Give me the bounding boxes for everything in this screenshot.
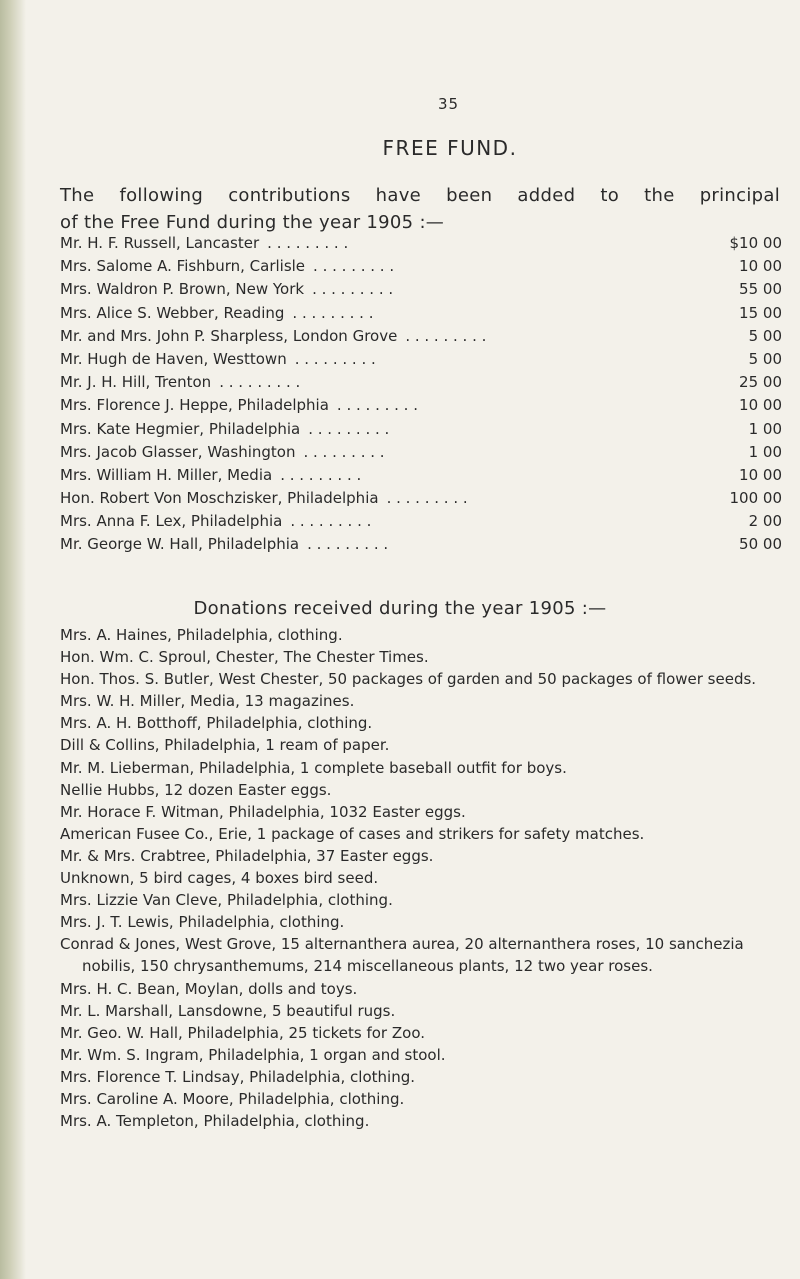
contribution-amount: 1 00 [748,442,782,461]
leader-dots: . . . . . . . . . [292,303,374,322]
donation-entry: Conrad & Jones, West Grove, 15 alternanthera aurea, 20 alternanthera roses, 10 sanchezia nobilis, 150 chrysanthemums, 214 miscellaneous plants, 12 two year roses. [60,935,744,976]
leader-dots: . . . . . . . . . [405,326,487,345]
donation-entry: Mr. Horace F. Witman, Philadelphia, 1032 Easter eggs. [60,802,466,821]
contributor-name: Mrs. Alice S. Webber, Reading [60,303,285,322]
intro-paragraph [60,182,780,236]
leader-dots: . . . . . . . . . [280,465,362,484]
leader-dots: . . . . . . . . . [308,419,390,438]
contributor-name: Mr. H. F. Russell, Lancaster [60,234,260,252]
contributor-name: Mr. George W. Hall, Philadelphia [60,535,300,554]
leader-dots: . . . . . . . . . [313,257,395,276]
contribution-row [60,535,782,558]
contribution-row [60,489,782,512]
contribution-row [60,466,782,489]
contribution-row [60,280,782,303]
donation-entry: Hon. Wm. C. Sproul, Chester, The Chester Times. [60,648,429,667]
donation-entry: American Fusee Co., Erie, 1 package of cases and strikers for safety matches. [60,824,645,843]
leader-dots: . . . . . . . . . [290,512,372,531]
leader-dots: . . . . . . . . . [307,535,389,554]
contributor-name: Mr. and Mrs. John P. Sharpless, London Grove [60,326,398,345]
leader-dots: . . . . . . . . . [386,489,468,508]
donation-entry: Mrs. W. H. Miller, Media, 13 magazines. [60,692,355,711]
contribution-amount: 1 00 [748,419,782,438]
donation-entry: Mr. Geo. W. Hall, Philadelphia, 25 tickets for Zoo. [60,1023,426,1042]
contribution-amount: 2 00 [748,512,782,531]
donation-entry: Mrs. Florence T. Lindsay, Philadelphia, clothing. [60,1067,416,1086]
intro-line-1: The following contributions have been added to the principal [60,185,780,206]
intro-line-2: of the Free Fund during the year 1905 :— [60,212,445,233]
donation-entry: Dill & Collins, Philadelphia, 1 ream of paper. [60,736,390,755]
contribution-amount: 55 00 [739,280,782,299]
book-spine-edge [0,0,26,1279]
contribution-row [60,350,782,373]
contributions-list [60,234,782,559]
donation-entry: Mrs. Lizzie Van Cleve, Philadelphia, clothing. [60,891,393,910]
contributor-name: Mrs. Waldron P. Brown, New York [60,280,305,299]
contributor-name: Mrs. William H. Miller, Media [60,465,273,484]
donation-entry: Mrs. J. T. Lewis, Philadelphia, clothing. [60,913,345,932]
contribution-row [60,373,782,396]
contribution-amount: 10 00 [739,465,782,484]
contribution-amount: 25 00 [739,373,782,392]
contributor-name: Mrs. Florence J. Heppe, Philadelphia [60,396,329,415]
donations-heading: Donations received during the year 1905 :— [193,598,607,619]
contribution-row [60,257,782,280]
contribution-row [60,420,782,443]
donation-entry: Mr. M. Lieberman, Philadelphia, 1 complete baseball outfit for boys. [60,758,567,777]
donation-entry: Hon. Thos. S. Butler, West Chester, 50 packages of garden and 50 packages of flower seeds. [60,670,757,689]
contribution-amount: 5 00 [748,326,782,345]
contribution-amount: $10 00 [729,234,782,252]
page-title: FREE FUND. [382,136,518,160]
contributor-name: Mrs. Jacob Glasser, Washington [60,442,296,461]
contribution-amount: 10 00 [739,257,782,276]
leader-dots: . . . . . . . . . [303,442,385,461]
contributor-name: Mrs. Anna F. Lex, Philadelphia [60,512,283,531]
donation-entry: Mrs. A. H. Botthoff, Philadelphia, clothing. [60,714,373,733]
contributor-name: Mr. J. H. Hill, Trenton [60,373,212,392]
leader-dots: . . . . . . . . . [294,349,376,368]
donations-list [60,624,786,1132]
leader-dots: . . . . . . . . . [267,234,349,252]
contribution-row [60,327,782,350]
donation-entry: Mr. Wm. S. Ingram, Philadelphia, 1 organ and stool. [60,1045,446,1064]
contributor-name: Hon. Robert Von Moschzisker, Philadelphia [60,489,379,508]
contribution-row [60,304,782,327]
donation-entry: Unknown, 5 bird cages, 4 boxes bird seed. [60,869,379,888]
page-number: 35 [438,95,460,113]
donation-entry: Mr. L. Marshall, Lansdowne, 5 beautiful rugs. [60,1001,396,1020]
contribution-amount: 10 00 [739,396,782,415]
donation-entry: Nellie Hubbs, 12 dozen Easter eggs. [60,780,332,799]
donation-entry: Mrs. A. Templeton, Philadelphia, clothing. [60,1112,370,1131]
contribution-row [60,396,782,419]
leader-dots: . . . . . . . . . [336,396,418,415]
contribution-row [60,512,782,535]
contribution-row [60,443,782,466]
contributor-name: Mrs. Salome A. Fishburn, Carlisle [60,257,306,276]
contribution-amount: 5 00 [748,349,782,368]
contributor-name: Mrs. Kate Hegmier, Philadelphia [60,419,301,438]
leader-dots: . . . . . . . . . [312,280,394,299]
contribution-amount: 15 00 [739,303,782,322]
contributor-name: Mr. Hugh de Haven, Westtown [60,349,287,368]
contribution-row [60,234,782,257]
donation-entry: Mrs. H. C. Bean, Moylan, dolls and toys. [60,979,358,998]
donation-entry: Mrs. Caroline A. Moore, Philadelphia, clothing. [60,1089,405,1108]
contribution-amount: 100 00 [729,489,782,508]
contribution-amount: 50 00 [739,535,782,554]
donation-entry: Mrs. A. Haines, Philadelphia, clothing. [60,626,343,644]
donation-entry: Mr. & Mrs. Crabtree, Philadelphia, 37 Easter eggs. [60,846,434,865]
leader-dots: . . . . . . . . . [219,373,301,392]
